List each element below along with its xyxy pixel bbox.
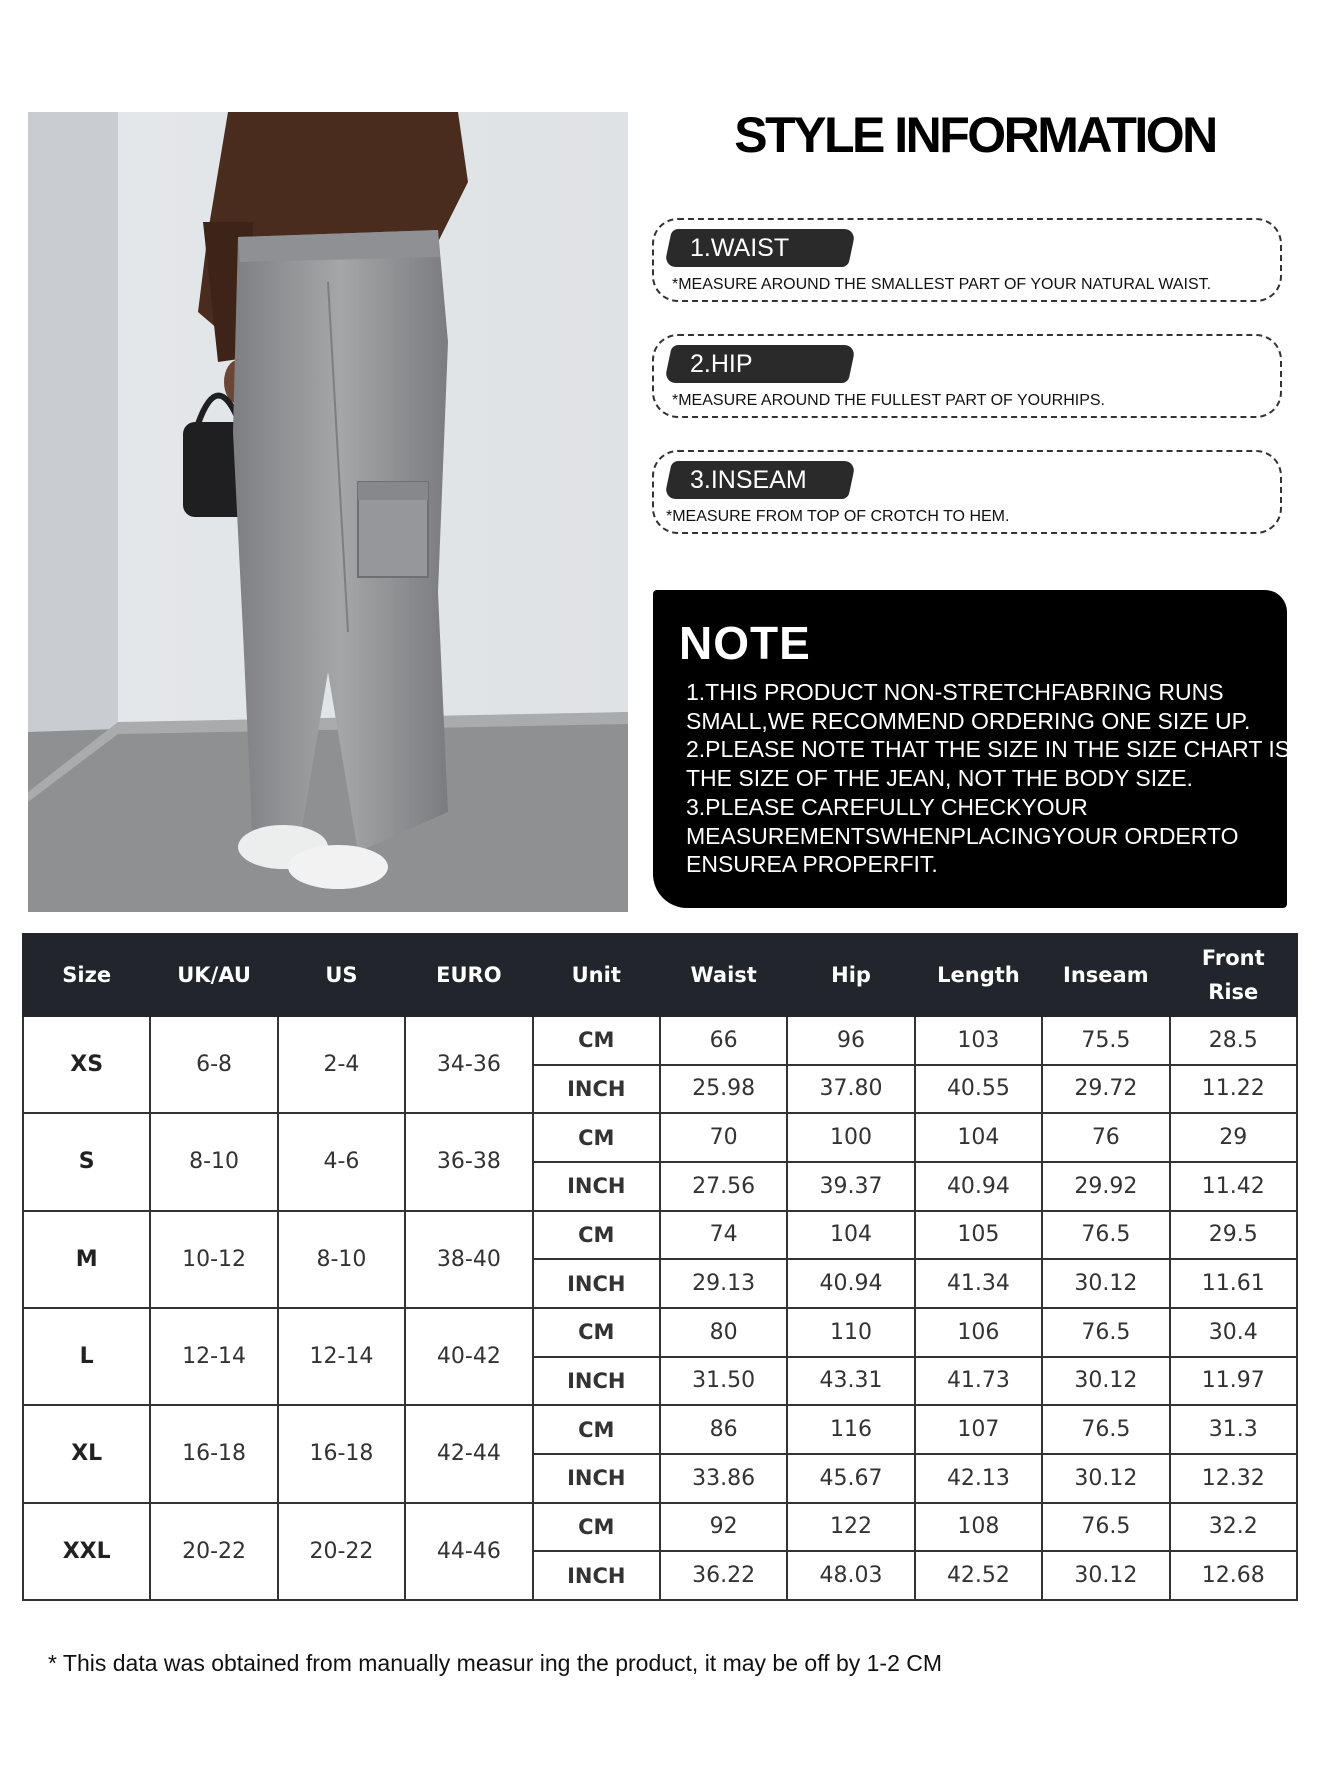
header-length: Length [915, 934, 1042, 1016]
us-cell: 8-10 [278, 1211, 405, 1308]
table-row [23, 1503, 1297, 1552]
note-body [686, 678, 1291, 879]
waist-cell: 31.50 [660, 1357, 787, 1406]
inseam-cell: 76.5 [1042, 1503, 1169, 1552]
hip-label: 2.HIP [690, 350, 753, 378]
length-cell: 103 [915, 1016, 1042, 1065]
waist-cell: 36.22 [660, 1551, 787, 1600]
front-rise-cell: 11.22 [1170, 1065, 1297, 1114]
inseam-cell: 29.92 [1042, 1162, 1169, 1211]
us-cell: 2-4 [278, 1016, 405, 1113]
inseam-cell: 30.12 [1042, 1259, 1169, 1308]
table-header-row [23, 934, 1297, 1016]
waist-cell: 86 [660, 1405, 787, 1454]
length-cell: 106 [915, 1308, 1042, 1357]
size-cell: XL [23, 1405, 150, 1502]
unit-cell: CM [533, 1016, 660, 1065]
table-row [23, 1016, 1297, 1065]
front-rise-cell: 32.2 [1170, 1503, 1297, 1552]
length-cell: 41.34 [915, 1259, 1042, 1308]
euro-cell: 44-46 [405, 1503, 532, 1600]
table-row [23, 1113, 1297, 1162]
inseam-cell: 30.12 [1042, 1357, 1169, 1406]
hip-cell: 96 [787, 1016, 914, 1065]
unit-cell: INCH [533, 1162, 660, 1211]
hip-cell: 43.31 [787, 1357, 914, 1406]
uk-au-cell: 16-18 [150, 1405, 277, 1502]
waist-cell: 25.98 [660, 1065, 787, 1114]
inseam-cell: 76.5 [1042, 1405, 1169, 1454]
inseam-cell: 76.5 [1042, 1211, 1169, 1260]
unit-cell: CM [533, 1503, 660, 1552]
uk-au-cell: 6-8 [150, 1016, 277, 1113]
inseam-cell: 29.72 [1042, 1065, 1169, 1114]
size-cell: XS [23, 1016, 150, 1113]
hip-cell: 100 [787, 1113, 914, 1162]
unit-cell: INCH [533, 1551, 660, 1600]
hip-cell: 122 [787, 1503, 914, 1552]
header-inseam: Inseam [1042, 934, 1169, 1016]
length-cell: 107 [915, 1405, 1042, 1454]
waist-cell: 66 [660, 1016, 787, 1065]
header-front-rise: Front Rise [1170, 934, 1297, 1016]
hip-cell: 110 [787, 1308, 914, 1357]
note-line: SMALL,WE RECOMMEND ORDERING ONE SIZE UP. [686, 707, 1251, 734]
euro-cell: 42-44 [405, 1405, 532, 1502]
unit-cell: INCH [533, 1065, 660, 1114]
hip-cell: 48.03 [787, 1551, 914, 1600]
hip-cell: 116 [787, 1405, 914, 1454]
waist-cell: 70 [660, 1113, 787, 1162]
hip-tag [664, 345, 856, 383]
waist-cell: 80 [660, 1308, 787, 1357]
length-cell: 108 [915, 1503, 1042, 1552]
front-rise-cell: 29 [1170, 1113, 1297, 1162]
inseam-cell: 76 [1042, 1113, 1169, 1162]
size-cell: M [23, 1211, 150, 1308]
header-euro: EURO [405, 934, 532, 1016]
hip-cell: 45.67 [787, 1454, 914, 1503]
uk-au-cell: 10-12 [150, 1211, 277, 1308]
length-cell: 40.94 [915, 1162, 1042, 1211]
header-hip: Hip [787, 934, 914, 1016]
length-cell: 105 [915, 1211, 1042, 1260]
unit-cell: CM [533, 1405, 660, 1454]
uk-au-cell: 20-22 [150, 1503, 277, 1600]
euro-cell: 38-40 [405, 1211, 532, 1308]
table-body [23, 1016, 1297, 1600]
hip-cell: 37.80 [787, 1065, 914, 1114]
unit-cell: INCH [533, 1357, 660, 1406]
hip-cell: 39.37 [787, 1162, 914, 1211]
waist-cell: 27.56 [660, 1162, 787, 1211]
inseam-tag [664, 461, 856, 499]
note-line: THE SIZE OF THE JEAN, NOT THE BODY SIZE. [686, 765, 1193, 792]
unit-cell: CM [533, 1211, 660, 1260]
unit-cell: INCH [533, 1454, 660, 1503]
front-rise-cell: 29.5 [1170, 1211, 1297, 1260]
unit-cell: CM [533, 1308, 660, 1357]
inseam-cell: 30.12 [1042, 1551, 1169, 1600]
table-row [23, 1211, 1297, 1260]
waist-label: 1.WAIST [690, 234, 790, 262]
front-rise-cell: 30.4 [1170, 1308, 1297, 1357]
waist-description: *MEASURE AROUND THE SMALLEST PART OF YOUR NATURAL WAIST. [672, 276, 1212, 293]
us-cell: 16-18 [278, 1405, 405, 1502]
inseam-description: *MEASURE FROM TOP OF CROTCH TO HEM. [666, 508, 1010, 525]
length-cell: 42.13 [915, 1454, 1042, 1503]
table-row [23, 1308, 1297, 1357]
us-cell: 20-22 [278, 1503, 405, 1600]
style-information-title: STYLE INFORMATION [734, 107, 1216, 163]
uk-au-cell: 12-14 [150, 1308, 277, 1405]
front-rise-cell: 11.42 [1170, 1162, 1297, 1211]
note-panel [653, 590, 1291, 908]
waist-cell: 33.86 [660, 1454, 787, 1503]
inseam-cell: 76.5 [1042, 1308, 1169, 1357]
unit-cell: CM [533, 1113, 660, 1162]
euro-cell: 40-42 [405, 1308, 532, 1405]
euro-cell: 34-36 [405, 1016, 532, 1113]
table-row [23, 1405, 1297, 1454]
length-cell: 42.52 [915, 1551, 1042, 1600]
front-rise-cell: 12.32 [1170, 1454, 1297, 1503]
note-line: 3.PLEASE CAREFULLY CHECKYOUR [686, 793, 1088, 820]
note-line: ENSUREA PROPERFIT. [686, 851, 938, 878]
front-rise-cell: 11.97 [1170, 1357, 1297, 1406]
length-cell: 104 [915, 1113, 1042, 1162]
header-waist: Waist [660, 934, 787, 1016]
us-cell: 4-6 [278, 1113, 405, 1210]
hip-description: *MEASURE AROUND THE FULLEST PART OF YOURHIPS. [672, 392, 1105, 409]
front-rise-cell: 12.68 [1170, 1551, 1297, 1600]
footnote: * This data was obtained from manually measur ing the product, it may be off by 1-2 CM [48, 1650, 943, 1676]
unit-cell: INCH [533, 1259, 660, 1308]
note-line: 1.THIS PRODUCT NON-STRETCHFABRING RUNS [686, 679, 1224, 705]
size-cell: S [23, 1113, 150, 1210]
note-line: 2.PLEASE NOTE THAT THE SIZE IN THE SIZE CHART IS [686, 736, 1291, 763]
front-rise-cell: 28.5 [1170, 1016, 1297, 1065]
waist-cell: 29.13 [660, 1259, 787, 1308]
note-line: MEASUREMENTSWHENPLACINGYOUR ORDERTO [686, 822, 1239, 849]
inseam-cell: 75.5 [1042, 1016, 1169, 1065]
hip-cell: 104 [787, 1211, 914, 1260]
front-rise-cell: 31.3 [1170, 1405, 1297, 1454]
waist-tag [664, 229, 856, 267]
hip-cell: 40.94 [787, 1259, 914, 1308]
euro-cell: 36-38 [405, 1113, 532, 1210]
product-photo [28, 112, 628, 912]
header-unit: Unit [533, 934, 660, 1016]
length-cell: 40.55 [915, 1065, 1042, 1114]
size-cell: XXL [23, 1503, 150, 1600]
hip-measure-card [652, 334, 1282, 418]
header-size: Size [23, 934, 150, 1016]
waist-cell: 92 [660, 1503, 787, 1552]
size-cell: L [23, 1308, 150, 1405]
inseam-cell: 30.12 [1042, 1454, 1169, 1503]
header-uk-au: UK/AU [150, 934, 277, 1016]
length-cell: 41.73 [915, 1357, 1042, 1406]
header-us: US [278, 934, 405, 1016]
size-chart-table [22, 933, 1298, 1601]
inseam-label: 3.INSEAM [690, 466, 807, 494]
waist-cell: 74 [660, 1211, 787, 1260]
inseam-measure-card [652, 450, 1282, 534]
uk-au-cell: 8-10 [150, 1113, 277, 1210]
us-cell: 12-14 [278, 1308, 405, 1405]
note-title: NOTE [679, 617, 811, 669]
front-rise-cell: 11.61 [1170, 1259, 1297, 1308]
waist-measure-card [652, 218, 1282, 302]
